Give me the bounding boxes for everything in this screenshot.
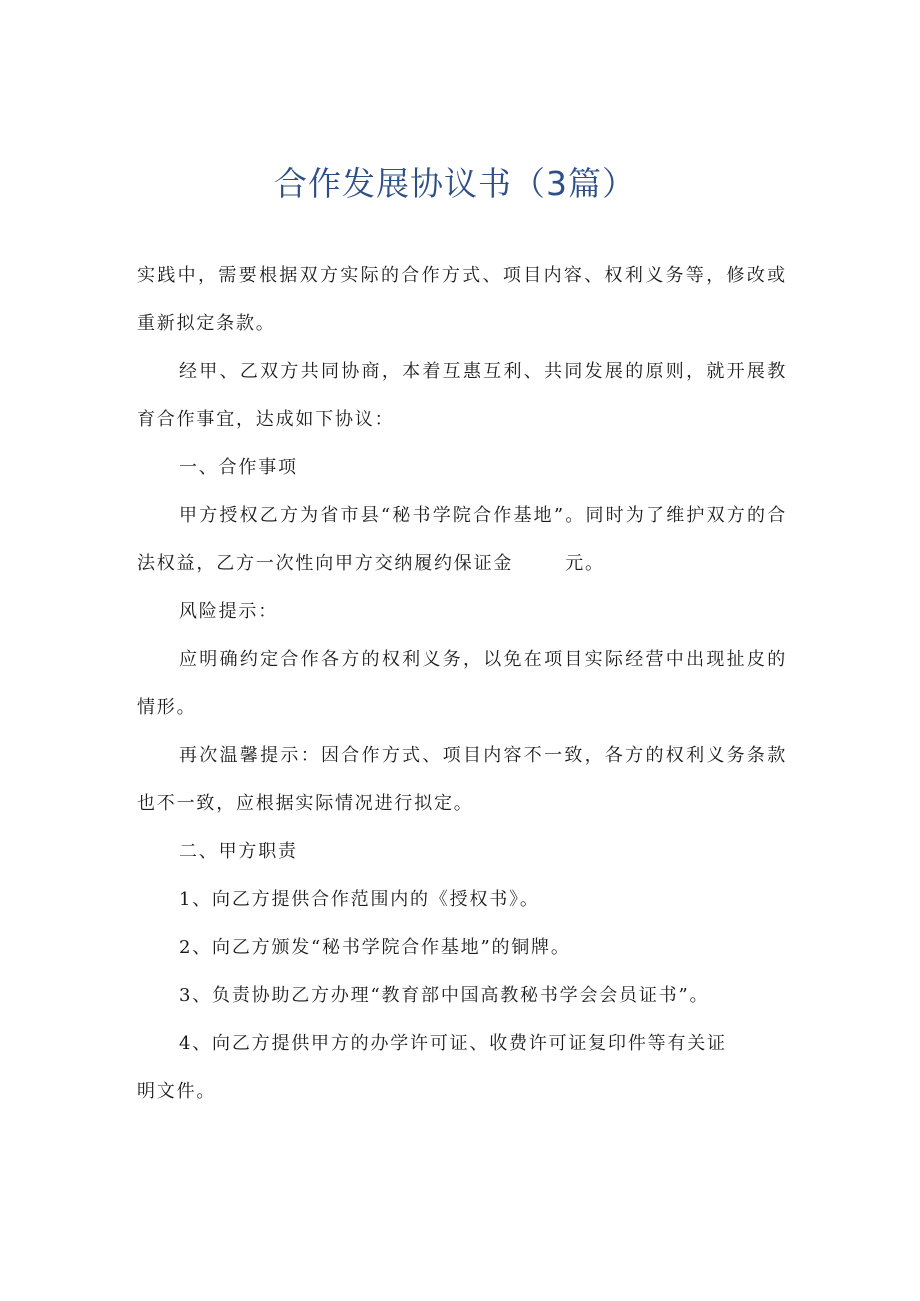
risk-tip-text: 应明确约定合作各方的权利义务，以免在项目实际经营中出现扯皮的情形。	[137, 649, 787, 718]
section-heading-cooperation: 一、合作事项	[179, 457, 298, 478]
cooperation-clause	[137, 492, 787, 588]
cooperation-clause-text: 甲方授权乙方为省市县“秘书学院合作基地”。同时为了维护双方的合法权益，乙方一次性向甲方交纳履约保证金	[137, 505, 787, 574]
duty-item-1: 1、向乙方提供合作范围内的《授权书》。	[179, 889, 540, 910]
amount-unit: 元。	[565, 553, 605, 574]
section-heading-party-a: 二、甲方职责	[179, 841, 298, 862]
risk-tip-heading: 风险提示：	[179, 601, 278, 622]
duty-item-4: 4、向乙方提供甲方的办学许可证、收费许可证复印件等有关证	[179, 1033, 727, 1054]
duty-item-2: 2、向乙方颁发“秘书学院合作基地”的铜牌。	[179, 937, 571, 958]
duty-item-3: 3、负责协助乙方办理“教育部中国高教秘书学会会员证书”。	[179, 985, 710, 1006]
intro-paragraph: 实践中，需要根据双方实际的合作方式、项目内容、权利义务等，修改或重新拟定条款。	[137, 265, 787, 334]
duty-item-4-continuation: 明文件。	[137, 1081, 217, 1102]
reminder-text: 再次温馨提示：因合作方式、项目内容不一致，各方的权利义务条款也不一致，应根据实际情况进行拟定。	[137, 745, 787, 814]
document-body	[137, 252, 787, 1116]
agreement-preamble: 经甲、乙双方共同协商，本着互惠互利、共同发展的原则，就开展教育合作事宜，达成如下协议：	[137, 361, 787, 430]
document-title: 合作发展协议书（3篇）	[274, 164, 636, 203]
